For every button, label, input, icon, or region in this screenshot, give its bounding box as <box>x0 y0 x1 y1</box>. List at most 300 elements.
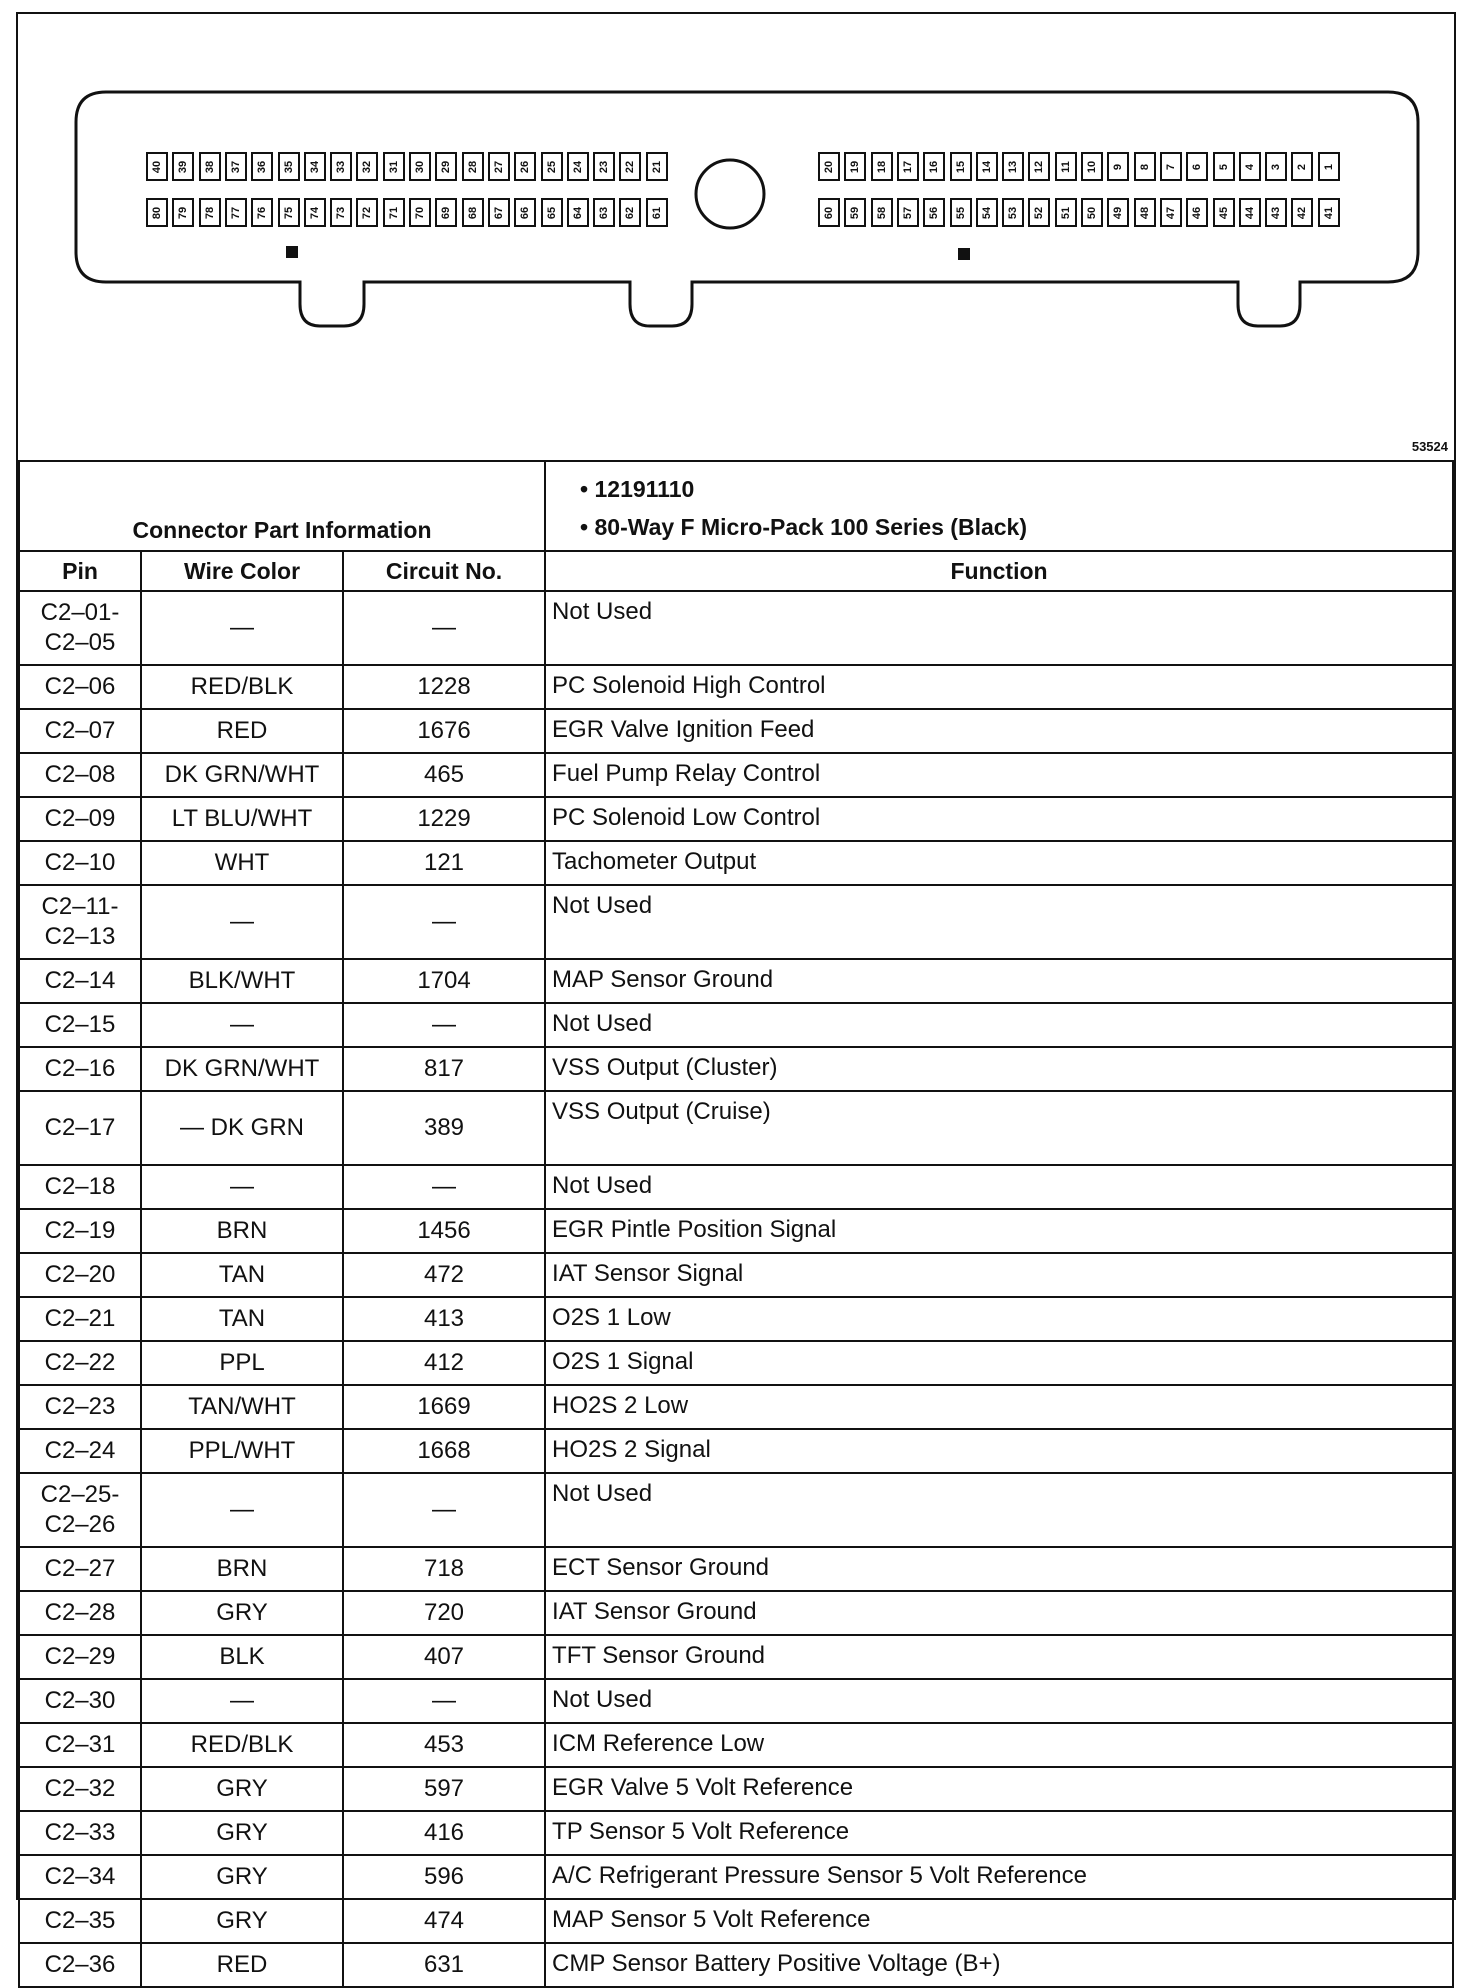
pin-label: C2–08 <box>44 761 116 788</box>
cell-pin <box>19 959 141 1003</box>
cell-circuit-no: 1456 <box>343 1209 545 1253</box>
header-pin: Pin <box>19 551 141 591</box>
cell-wire-color: DK GRN/WHT <box>141 1047 343 1091</box>
cell-wire-color: — <box>141 885 343 959</box>
cell-wire-color: GRY <box>141 1899 343 1943</box>
table-row <box>19 841 1453 885</box>
pin-number: 52 <box>1033 206 1046 219</box>
cell-function: EGR Valve Ignition Feed <box>545 709 1453 753</box>
pin-cavity <box>514 152 536 181</box>
pin-number: 49 <box>1112 206 1125 219</box>
pin-cavity <box>304 198 326 227</box>
cell-wire-color: TAN <box>141 1297 343 1341</box>
pin-number: 37 <box>229 160 242 173</box>
header-circuit-no: Circuit No. <box>343 551 545 591</box>
pin-cavity <box>1318 152 1340 181</box>
cell-pin <box>19 841 141 885</box>
pin-label: C2–17 <box>44 1114 116 1141</box>
pin-cavity <box>1134 198 1156 227</box>
pin-label: C2–06 <box>44 673 116 700</box>
table-row <box>19 959 1453 1003</box>
pin-cavity <box>1002 152 1024 181</box>
pin-number: 24 <box>571 160 584 173</box>
pin-number: 78 <box>203 206 216 219</box>
pin-cavity <box>435 152 457 181</box>
table-row <box>19 1253 1453 1297</box>
cell-circuit-no: 389 <box>343 1091 545 1165</box>
cell-wire-color: BLK <box>141 1635 343 1679</box>
cell-pin <box>19 1855 141 1899</box>
pin-number: 11 <box>1059 160 1072 173</box>
pin-cavity <box>356 198 378 227</box>
cell-pin <box>19 1591 141 1635</box>
cell-circuit-no: 1676 <box>343 709 545 753</box>
cell-circuit-no: — <box>343 1003 545 1047</box>
pin-number: 79 <box>177 206 190 219</box>
pin-cavity <box>1081 152 1103 181</box>
page-frame <box>16 12 1456 1978</box>
cell-function: TP Sensor 5 Volt Reference <box>545 1811 1453 1855</box>
cell-wire-color: RED <box>141 709 343 753</box>
cell-pin <box>19 797 141 841</box>
pin-number: 62 <box>624 206 637 219</box>
pin-number: 46 <box>1191 206 1204 219</box>
table-row <box>19 1679 1453 1723</box>
cell-circuit-no: 453 <box>343 1723 545 1767</box>
pin-cavity <box>593 152 615 181</box>
pin-cavity <box>646 198 668 227</box>
pin-label: C2–29 <box>44 1643 116 1670</box>
pin-cavity <box>1055 152 1077 181</box>
cell-wire-color: — <box>141 591 343 665</box>
pin-cavity <box>871 198 893 227</box>
cell-pin <box>19 885 141 959</box>
table-row <box>19 1811 1453 1855</box>
pin-number: 13 <box>1007 160 1020 173</box>
pin-label: C2–27 <box>44 1555 116 1582</box>
pin-cavity <box>172 152 194 181</box>
table-row <box>19 1385 1453 1429</box>
pin-cavity <box>923 152 945 181</box>
cell-wire-color: GRY <box>141 1767 343 1811</box>
pin-number: 6 <box>1191 163 1204 170</box>
pin-number: 66 <box>519 206 532 219</box>
pin-number: 35 <box>282 160 295 173</box>
cell-function: MAP Sensor Ground <box>545 959 1453 1003</box>
pin-cavity <box>976 198 998 227</box>
cell-function: Fuel Pump Relay Control <box>545 753 1453 797</box>
pin-number: 25 <box>545 160 558 173</box>
cell-circuit-no: 474 <box>343 1899 545 1943</box>
cell-function: O2S 1 Signal <box>545 1341 1453 1385</box>
pin-cavity <box>251 198 273 227</box>
cell-pin <box>19 1297 141 1341</box>
pin-label: C2–32 <box>44 1775 116 1802</box>
pin-number: 36 <box>256 160 269 173</box>
part-number: • 12191110 <box>580 470 1452 508</box>
pin-label: C2–26 <box>44 1511 116 1538</box>
pin-label: C2–05 <box>44 629 116 656</box>
pin-number: 59 <box>849 206 862 219</box>
pin-cavity <box>950 152 972 181</box>
cell-pin <box>19 753 141 797</box>
cell-circuit-no: 597 <box>343 1767 545 1811</box>
table-row <box>19 591 1453 665</box>
pin-number: 47 <box>1164 206 1177 219</box>
pin-number: 29 <box>440 160 453 173</box>
pin-number: 76 <box>256 206 269 219</box>
pin-number: 31 <box>387 160 400 173</box>
cell-pin <box>19 1091 141 1165</box>
pin-label: C2–11- <box>41 893 119 920</box>
cell-circuit-no: 412 <box>343 1341 545 1385</box>
pin-number: 60 <box>823 206 835 219</box>
pin-number: 55 <box>954 206 967 219</box>
pin-label: C2–01- <box>40 599 120 626</box>
cell-pin <box>19 1899 141 1943</box>
table-row <box>19 1165 1453 1209</box>
pin-label: C2–28 <box>44 1599 116 1626</box>
pin-cavity <box>1239 152 1261 181</box>
pin-number: 28 <box>466 160 479 173</box>
pin-label: C2–20 <box>44 1261 116 1288</box>
cell-pin <box>19 1943 141 1987</box>
pin-number: 70 <box>414 206 426 219</box>
pin-cavity <box>330 198 352 227</box>
pin-cavity <box>488 198 510 227</box>
pin-cavity <box>1028 152 1050 181</box>
pin-number: 4 <box>1243 163 1256 170</box>
pin-cavity <box>383 198 405 227</box>
cell-pin <box>19 1253 141 1297</box>
cell-pin <box>19 1429 141 1473</box>
cell-pin <box>19 1165 141 1209</box>
connector-center-hole <box>696 160 764 228</box>
pin-number: 51 <box>1059 206 1072 219</box>
pin-number: 7 <box>1164 163 1177 170</box>
cell-circuit-no: 817 <box>343 1047 545 1091</box>
cell-wire-color: RED/BLK <box>141 1723 343 1767</box>
connector-outline <box>18 14 1454 460</box>
cell-circuit-no: 465 <box>343 753 545 797</box>
header-function: Function <box>545 551 1453 591</box>
cell-pin <box>19 709 141 753</box>
cell-wire-color: PPL <box>141 1341 343 1385</box>
cell-wire-color: TAN <box>141 1253 343 1297</box>
pin-cavity <box>897 198 919 227</box>
pin-cavity <box>330 152 352 181</box>
pin-label: C2–16 <box>44 1055 116 1082</box>
cell-wire-color: TAN/WHT <box>141 1385 343 1429</box>
cell-circuit-no: — <box>343 1473 545 1547</box>
pin-number: 44 <box>1243 206 1256 219</box>
pin-number: 12 <box>1033 160 1046 173</box>
pin-number: 45 <box>1217 206 1230 219</box>
table-row <box>19 753 1453 797</box>
connector-info-values <box>545 461 1453 551</box>
table-header-row <box>19 551 1453 591</box>
cell-function: EGR Pintle Position Signal <box>545 1209 1453 1253</box>
pin-cavity <box>950 198 972 227</box>
cell-circuit-no: — <box>343 1679 545 1723</box>
cell-wire-color: DK GRN/WHT <box>141 753 343 797</box>
cell-pin <box>19 591 141 665</box>
cell-circuit-no: 720 <box>343 1591 545 1635</box>
table-row <box>19 797 1453 841</box>
pin-cavity <box>1028 198 1050 227</box>
cell-wire-color: BRN <box>141 1209 343 1253</box>
pin-label: C2–19 <box>44 1217 116 1244</box>
cell-wire-color: — <box>141 1003 343 1047</box>
pin-cavity <box>462 152 484 181</box>
pin-cavity <box>844 198 866 227</box>
pin-number: 3 <box>1270 163 1283 170</box>
cell-wire-color: — <box>141 1165 343 1209</box>
pin-number: 65 <box>545 206 558 219</box>
pin-cavity <box>462 198 484 227</box>
cell-function: Not Used <box>545 1679 1453 1723</box>
pin-cavity <box>1291 152 1313 181</box>
table-row <box>19 1899 1453 1943</box>
cell-function: HO2S 2 Low <box>545 1385 1453 1429</box>
header-wire-color: Wire Color <box>141 551 343 591</box>
pin-cavity <box>1055 198 1077 227</box>
pin-number: 14 <box>980 160 993 173</box>
cell-pin <box>19 1047 141 1091</box>
cell-circuit-no: — <box>343 885 545 959</box>
cell-wire-color: — <box>141 1679 343 1723</box>
cell-pin <box>19 1003 141 1047</box>
cell-function: PC Solenoid High Control <box>545 665 1453 709</box>
pin-cavity <box>1186 152 1208 181</box>
pin-cavity <box>278 152 300 181</box>
pin-number: 22 <box>624 160 637 173</box>
pin-number: 18 <box>875 160 888 173</box>
pin-cavity <box>541 152 563 181</box>
pin-label: C2–09 <box>44 805 116 832</box>
pin-number: 56 <box>928 206 941 219</box>
pin-cavity <box>897 152 919 181</box>
table-row <box>19 1429 1453 1473</box>
pin-cavity <box>409 152 431 181</box>
pin-cavity <box>435 198 457 227</box>
table-row <box>19 1635 1453 1679</box>
connector-table <box>18 460 1454 1988</box>
pin-label: C2–36 <box>44 1951 116 1978</box>
cell-function: Tachometer Output <box>545 841 1453 885</box>
cell-function: ECT Sensor Ground <box>545 1547 1453 1591</box>
pin-cavity <box>1265 198 1287 227</box>
cell-circuit-no: 1669 <box>343 1385 545 1429</box>
pin-label: C2–22 <box>44 1349 116 1376</box>
cell-pin <box>19 1635 141 1679</box>
pin-cavity <box>844 152 866 181</box>
table-row <box>19 1855 1453 1899</box>
pin-cavity <box>1081 198 1103 227</box>
pin-number: 26 <box>519 160 532 173</box>
pin-cavity <box>1186 198 1208 227</box>
pin-cavity <box>646 152 668 181</box>
pin-label: C2–14 <box>44 967 116 994</box>
table-row <box>19 1591 1453 1635</box>
cell-pin <box>19 1767 141 1811</box>
cell-circuit-no: — <box>343 1165 545 1209</box>
cell-pin <box>19 1473 141 1547</box>
pin-cavity <box>923 198 945 227</box>
table-row <box>19 1047 1453 1091</box>
pin-number: 67 <box>492 206 505 219</box>
pin-number: 10 <box>1086 160 1098 173</box>
cell-circuit-no: 718 <box>343 1547 545 1591</box>
pin-number: 80 <box>151 206 163 219</box>
cell-pin <box>19 1723 141 1767</box>
pin-number: 30 <box>414 160 426 173</box>
pin-number: 57 <box>901 206 914 219</box>
pin-cavity <box>541 198 563 227</box>
pin-label: C2–24 <box>44 1437 116 1464</box>
cell-wire-color: WHT <box>141 841 343 885</box>
pin-cavity <box>1213 198 1235 227</box>
cell-function: Not Used <box>545 885 1453 959</box>
cell-function: CMP Sensor Battery Positive Voltage (B+) <box>545 1943 1453 1987</box>
cell-pin <box>19 1341 141 1385</box>
pin-cavity <box>146 198 168 227</box>
pin-cavity <box>225 198 247 227</box>
pin-cavity <box>1160 198 1182 227</box>
pin-number: 48 <box>1138 206 1151 219</box>
cell-function: IAT Sensor Signal <box>545 1253 1453 1297</box>
cell-circuit-no: 1704 <box>343 959 545 1003</box>
pin-cavity <box>871 152 893 181</box>
cell-circuit-no: — <box>343 591 545 665</box>
pin-cavity <box>199 152 221 181</box>
table-row <box>19 1473 1453 1547</box>
cell-wire-color: GRY <box>141 1591 343 1635</box>
pin-number: 64 <box>571 206 584 219</box>
pin-cavity <box>1291 198 1313 227</box>
connector-diagram <box>18 14 1454 462</box>
cell-function: Not Used <box>545 591 1453 665</box>
pin-cavity <box>567 152 589 181</box>
pin-number: 58 <box>875 206 888 219</box>
pin-cavity <box>1107 198 1129 227</box>
cell-wire-color: LT BLU/WHT <box>141 797 343 841</box>
table-row <box>19 1723 1453 1767</box>
pin-label: C2–10 <box>44 849 116 876</box>
cell-circuit-no: 1229 <box>343 797 545 841</box>
cell-function: Not Used <box>545 1003 1453 1047</box>
cell-pin <box>19 1811 141 1855</box>
cell-circuit-no: 121 <box>343 841 545 885</box>
pin-number: 74 <box>308 206 321 219</box>
pin-cavity <box>619 198 641 227</box>
cell-function: PC Solenoid Low Control <box>545 797 1453 841</box>
pin-cavity <box>567 198 589 227</box>
pin-number: 72 <box>361 206 374 219</box>
pin-cavity <box>619 152 641 181</box>
connector-info-label: Connector Part Information <box>19 461 545 551</box>
pin-cavity <box>818 152 840 181</box>
cell-function: Not Used <box>545 1473 1453 1547</box>
cell-pin <box>19 1209 141 1253</box>
pin-cavity <box>976 152 998 181</box>
cell-wire-color: RED/BLK <box>141 665 343 709</box>
pin-label: C2–25- <box>40 1481 120 1508</box>
cell-wire-color: GRY <box>141 1811 343 1855</box>
cell-wire-color: RED <box>141 1943 343 1987</box>
pin-label: C2–21 <box>44 1305 116 1332</box>
cell-function: Not Used <box>545 1165 1453 1209</box>
pin-cavity <box>278 198 300 227</box>
table-row <box>19 885 1453 959</box>
cell-circuit-no: 631 <box>343 1943 545 1987</box>
pin-number: 63 <box>598 206 611 219</box>
pin-cavity <box>593 198 615 227</box>
pin-number: 16 <box>928 160 941 173</box>
pin-number: 75 <box>282 206 295 219</box>
pin-number: 73 <box>335 206 348 219</box>
pin-cavity <box>409 198 431 227</box>
pin-number: 43 <box>1270 206 1283 219</box>
pin-number: 42 <box>1296 206 1309 219</box>
pin-number: 33 <box>335 160 348 173</box>
cell-function: VSS Output (Cruise) <box>545 1091 1453 1165</box>
pin-number: 17 <box>901 160 914 173</box>
pin-cavity <box>304 152 326 181</box>
pin-number: 19 <box>849 160 862 173</box>
pin-number: 41 <box>1322 206 1335 219</box>
pin-number: 5 <box>1217 163 1230 170</box>
cell-circuit-no: 413 <box>343 1297 545 1341</box>
table-row <box>19 1297 1453 1341</box>
pin-label: C2–13 <box>44 923 116 950</box>
pin-label: C2–07 <box>44 717 116 744</box>
cell-circuit-no: 596 <box>343 1855 545 1899</box>
pin-cavity <box>172 198 194 227</box>
pin-number: 69 <box>440 206 453 219</box>
table-row <box>19 665 1453 709</box>
cell-circuit-no: 416 <box>343 1811 545 1855</box>
pin-number: 20 <box>823 160 835 173</box>
pin-number: 38 <box>203 160 216 173</box>
pin-cavity <box>488 152 510 181</box>
cell-function: VSS Output (Cluster) <box>545 1047 1453 1091</box>
pin-cavity <box>1213 152 1235 181</box>
connector-description: • 80-Way F Micro-Pack 100 Series (Black) <box>580 508 1452 546</box>
cell-circuit-no: 472 <box>343 1253 545 1297</box>
pin-cavity <box>1107 152 1129 181</box>
cell-pin <box>19 665 141 709</box>
cell-wire-color: — DK GRN <box>141 1091 343 1165</box>
cell-wire-color: BRN <box>141 1547 343 1591</box>
cell-function: TFT Sensor Ground <box>545 1635 1453 1679</box>
cell-wire-color: — <box>141 1473 343 1547</box>
pin-cavity <box>356 152 378 181</box>
pin-number: 34 <box>308 160 321 173</box>
pin-label: C2–18 <box>44 1173 116 1200</box>
cell-wire-color: GRY <box>141 1855 343 1899</box>
pin-cavity <box>1002 198 1024 227</box>
pin-label: C2–15 <box>44 1011 116 1038</box>
table-row <box>19 1341 1453 1385</box>
cell-pin <box>19 1547 141 1591</box>
cell-function: A/C Refrigerant Pressure Sensor 5 Volt Reference <box>545 1855 1453 1899</box>
cell-pin <box>19 1385 141 1429</box>
table-row <box>19 1003 1453 1047</box>
pin-number: 50 <box>1086 206 1098 219</box>
pin-cavity <box>1160 152 1182 181</box>
cell-function: O2S 1 Low <box>545 1297 1453 1341</box>
